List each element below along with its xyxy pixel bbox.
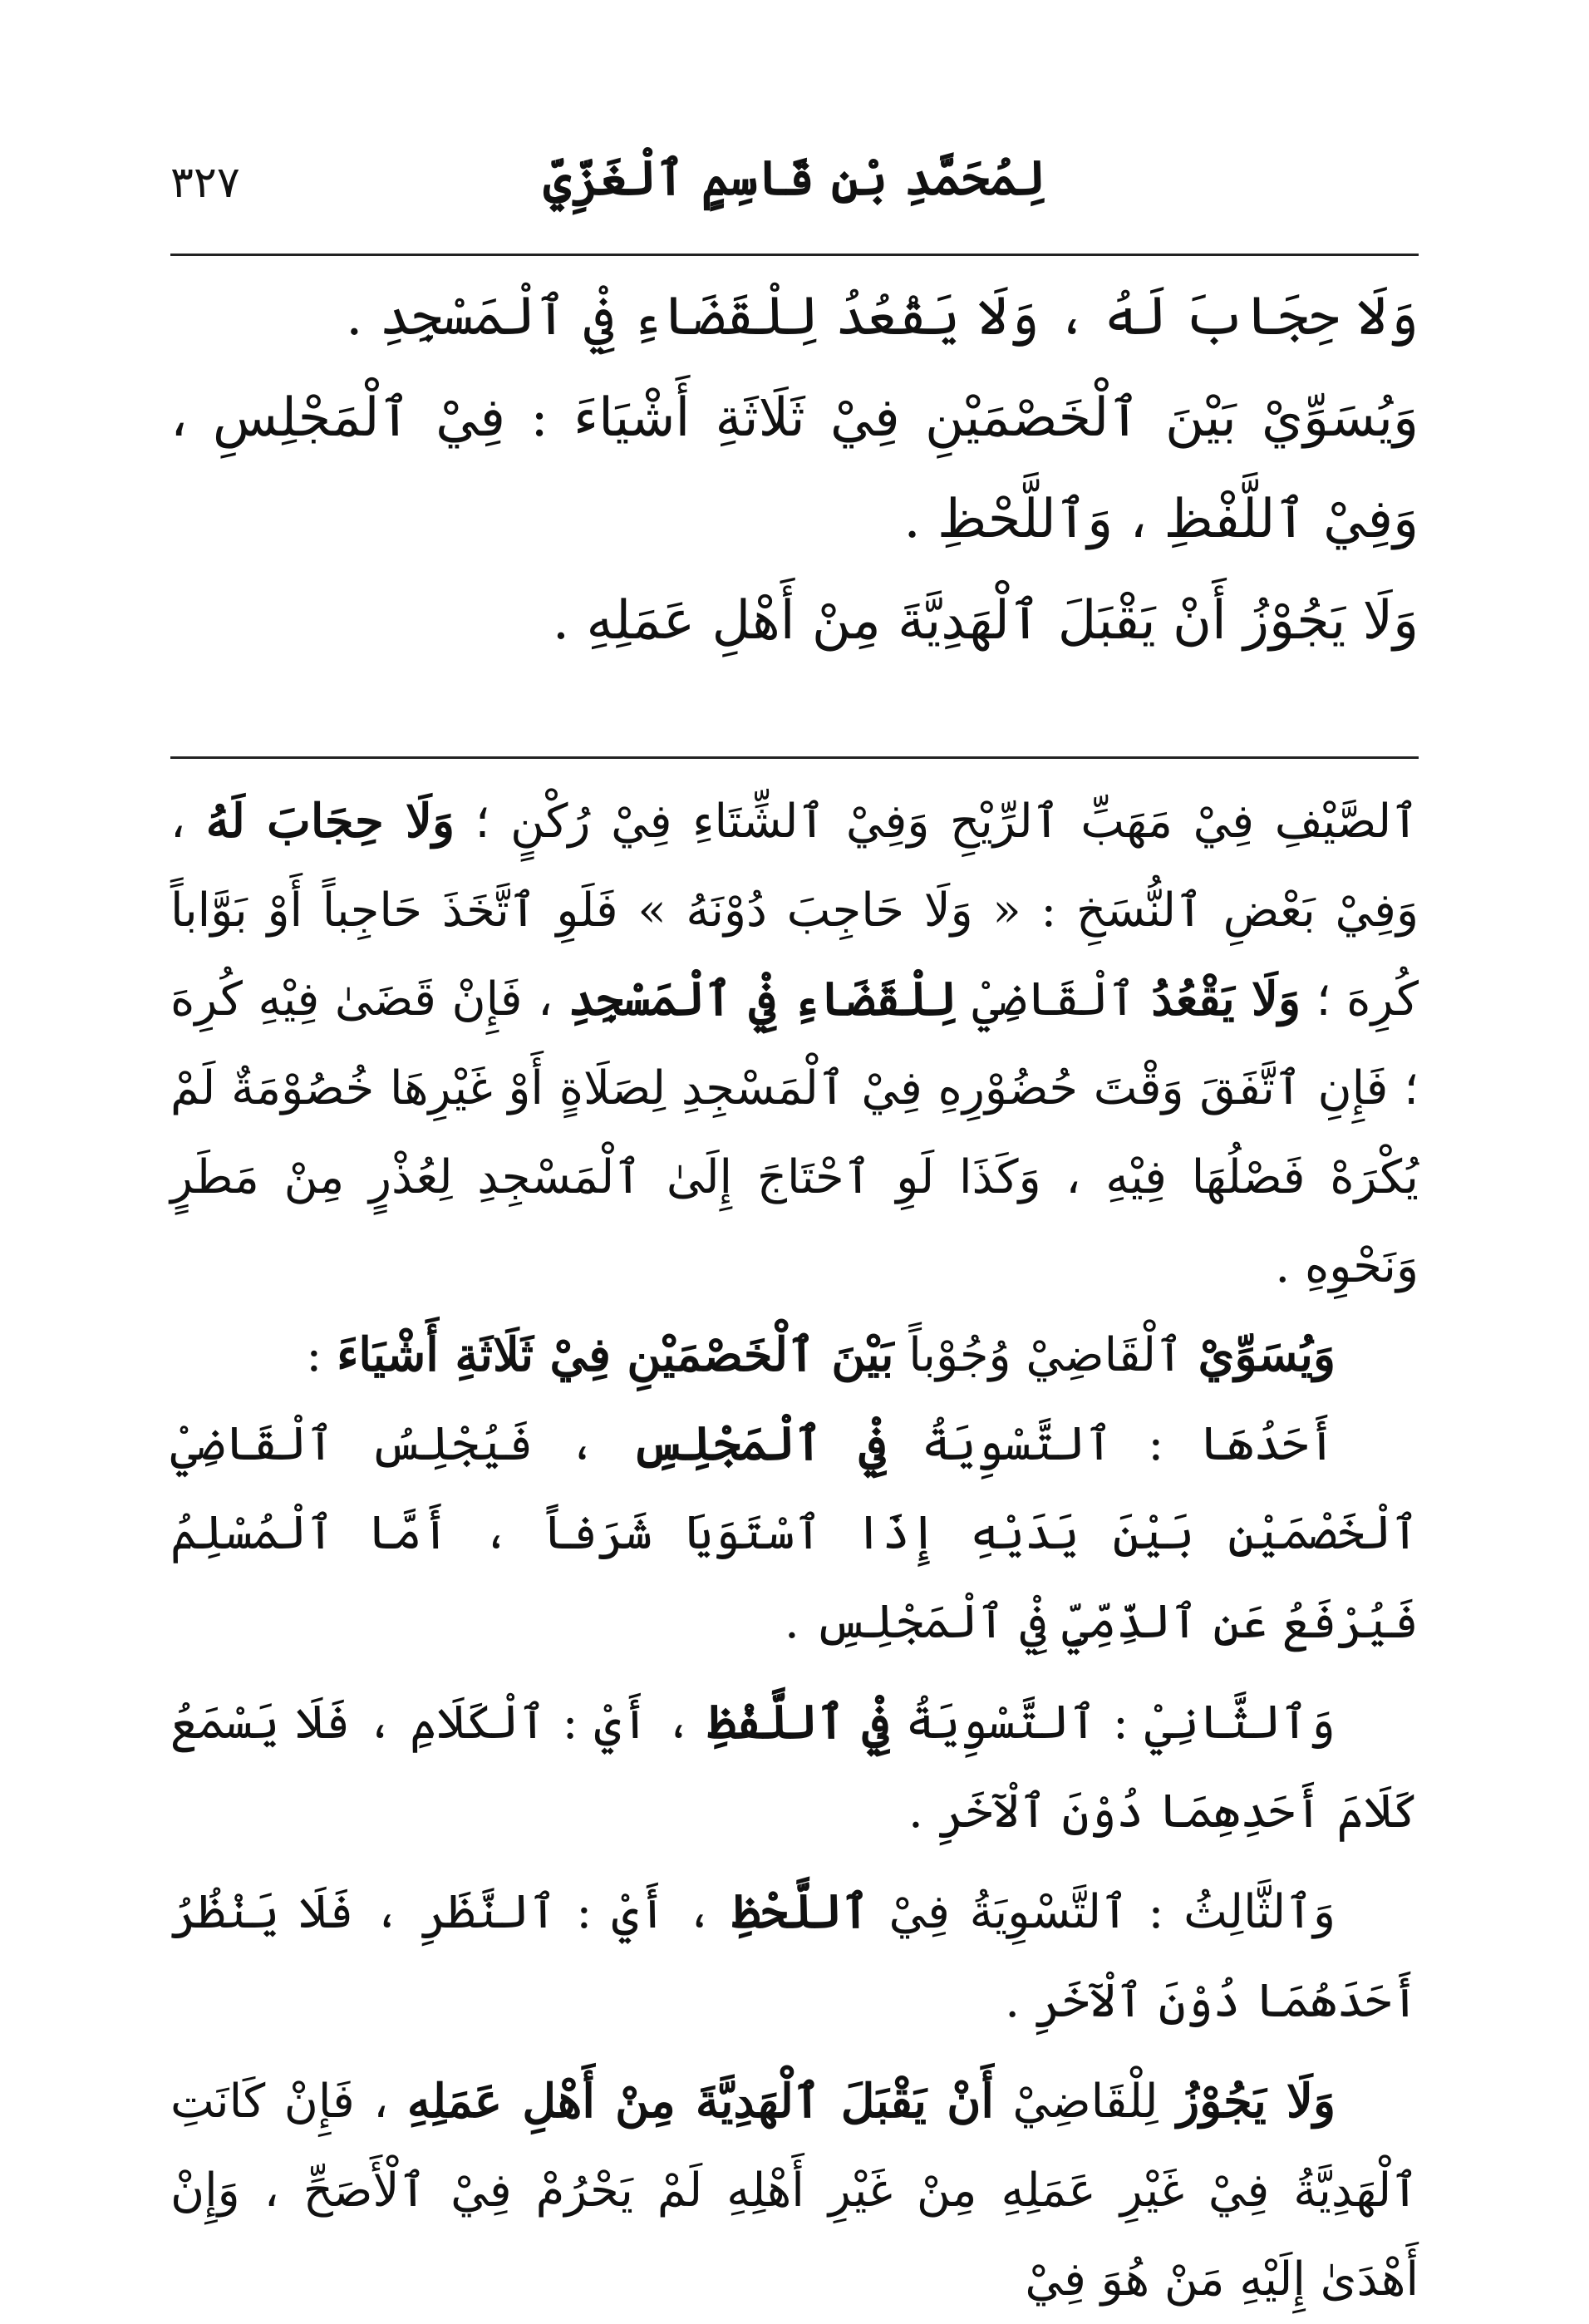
matn-line: وَلَا حِجَابَ لَهُ ، وَلَا يَقْعُدُ لِلْقَضَاءِ فِيْ ٱلْمَسْجِدِ .	[346, 286, 1419, 347]
matn-line: وَلَا يَجُوْزُ أَنْ يَقْبَلَ ٱلْهَدِيَّةَ مِنْ أَهْلِ عَمَلِهِ .	[552, 590, 1419, 652]
commentary-paragraph: وَٱلثَّانِيْ : ٱلتَّسْوِيَةُ فِيْ ٱللَّفْظِ ، أَيْ : ٱلْكَلَامِ ، فَلَا يَسْمَعُ كَلَامَ أَحَدِهِمَا دُوْنَ ٱلْآخَرِ .	[170, 1695, 1419, 1839]
commentary-paragraph: أَحَدُهَا : ٱلتَّسْوِيَةُ فِيْ ٱلْمَجْلِسِ ، فَيُجْلِسُ ٱلْقَاضِيْ ٱلْخَصْمَيْنِ بَيْنَ يَدَيْهِ إِذَا ٱسْتَوَيَا شَرَفاً ، أَمَّا ٱلْمُسْلِمُ فَيُرْفَعُ عَنِ ٱلذِّمِّيِّ فِيْ ٱلْمَجْلِسِ .	[170, 1416, 1419, 1649]
page-header	[170, 141, 1419, 249]
matn-line: وَيُسَوِّيْ بَيْنَ ٱلْخَصْمَيْنِ فِيْ ثَلَاثَةِ أَشْيَاءَ : فِيْ ٱلْمَجْلِسِ ، وَفِيْ ٱللَّفْظِ ، وَٱللَّحْظِ .	[170, 387, 1419, 550]
commentary-paragraph: وَٱلثَّالِثُ : ٱلتَّسْوِيَةُ فِيْ ٱللَّحْظِ ، أَيْ : ٱلنَّظَرِ ، فَلَا يَنْظُرُ أَحَدَهُمَا دُوْنَ ٱلْآخَرِ .	[170, 1884, 1419, 2028]
commentary-paragraph: ٱلصَّيْفِ فِيْ مَهَبِّ ٱلرِّيْحِ وَفِيْ ٱلشِّتَاءِ فِيْ رُكْنٍ ؛ وَلَا حِجَابَ لَهُ ، وَفِيْ بَعْضِ ٱلنُّسَخِ : « وَلَا حَاجِبَ دُوْنَهُ » فَلَوِ ٱتَّخَذَ حَاجِباً أَوْ بَوَّاباً كُرِهَ ؛ وَلَا يَقْعُدُ ٱلْقَاضِيْ لِلْقَضَاءِ فِيْ ٱلْمَسْجِدِ ، فَإِنْ قَضَىٰ فِيْهِ كُرِهَ ؛ فَإِنِ ٱتَّفَقَ وَقْتَ حُضُوْرِهِ فِيْ ٱلْمَسْجِدِ لِصَلَاةٍ أَوْ غَيْرِهَا خُصُوْمَةٌ لَمْ يُكْرَهْ فَصْلُهَا فِيْهِ ، وَكَذَا لَوِ ٱحْتَاجَ إِلَىٰ ٱلْمَسْجِدِ لِعُذْرٍ مِنْ مَطَرٍ وَنَحْوِهِ .	[170, 794, 1419, 1293]
header-rule	[170, 254, 1419, 256]
separator-rule	[170, 756, 1419, 759]
matn-text	[170, 266, 1419, 672]
commentary-paragraph: وَيُسَوِّيْ ٱلْقَاضِيْ وُجُوْباً بَيْنَ ٱلْخَصْمَيْنِ فِيْ ثَلَاثَةِ أَشْيَاءَ :	[306, 1327, 1336, 1382]
commentary-text	[170, 777, 1419, 2324]
page-number: ٣٢٧	[170, 158, 240, 208]
running-head: لِمُحَمَّدِ بْنِ قَاسِمٍ ٱلْغَزِّيِّ	[543, 150, 1046, 206]
commentary-paragraph: وَلَا يَجُوْزُ لِلْقَاضِيْ أَنْ يَقْبَلَ ٱلْهَدِيَّةَ مِنْ أَهْلِ عَمَلِهِ ، فَإِنْ كَانَتِ ٱلْهَدِيَّةُ فِيْ غَيْرِ عَمَلِهِ مِنْ غَيْرِ أَهْلِهِ لَمْ يَحْرُمْ فِيْ ٱلْأَصَحِّ ، وَإِنْ أَهْدَىٰ إِلَيْهِ مَنْ هُوَ فِيْ	[170, 2074, 1419, 2307]
